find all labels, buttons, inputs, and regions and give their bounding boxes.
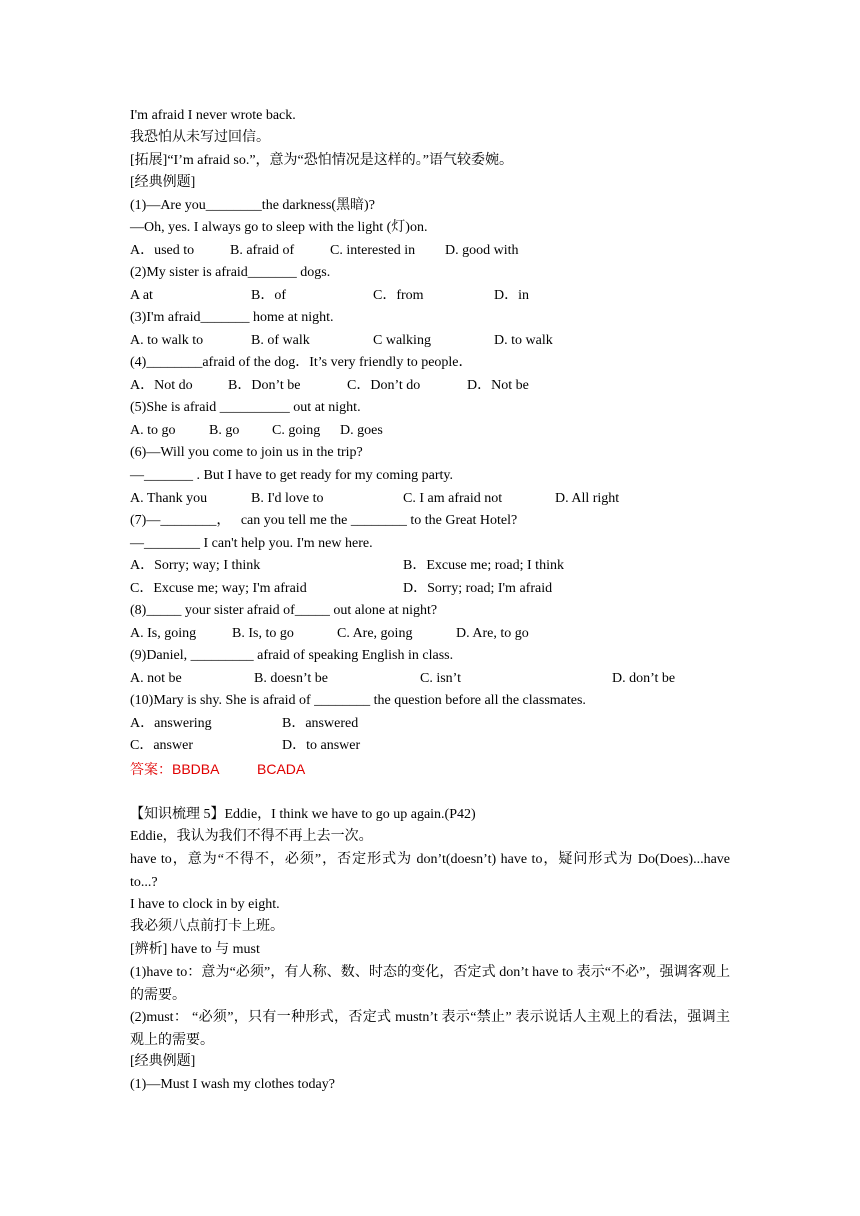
option-d: D. Are, to go — [456, 626, 529, 641]
option-a: A．Sorry; way; I think — [130, 558, 261, 573]
point-must: (2)must： “必须”，只有一种形式，否定式 mustn’t 表示“禁止” 表示说话人主观上的看法，强调主观上的需要。 — [130, 1010, 730, 1048]
option-b: B. Is, to go — [232, 626, 294, 641]
option-b: B．of — [251, 288, 286, 303]
option-b: B．Don’t be — [228, 378, 301, 393]
option-d: D. All right — [555, 491, 620, 506]
option-b: B. I'd love to — [251, 491, 324, 506]
option-a: A．answering — [130, 716, 212, 731]
option-a: A. not be — [130, 671, 182, 686]
example-translation: 我必须八点前打卡上班。 — [130, 919, 284, 934]
option-b: B. doesn’t be — [254, 671, 329, 686]
option-d: D. good with — [445, 243, 519, 258]
section-heading: 【知识梳理 5】Eddie，I think we have to go up again.(P42) — [130, 807, 476, 822]
question-stem: (5)She is afraid __________ out at night. — [130, 400, 361, 415]
question-stem: (7)—________， can you tell me the ________ to the Great Hotel? — [130, 513, 518, 528]
option-a: A．used to — [130, 243, 195, 258]
option-a: A at — [130, 288, 153, 303]
option-d: D. don’t be — [612, 671, 676, 686]
option-b: B. of walk — [251, 333, 310, 348]
option-c: C. I am afraid not — [403, 491, 503, 506]
option-b: B. afraid of — [230, 243, 295, 258]
option-a: A. Is, going — [130, 626, 197, 641]
question-stem: (8)_____ your sister afraid of_____ out alone at night? — [130, 603, 438, 618]
question-stem: (3)I'm afraid_______ home at night. — [130, 310, 334, 325]
question-reply: —Oh, yes. I always go to sleep with the light (灯)on. — [130, 220, 428, 235]
option-a: A. to go — [130, 423, 176, 438]
have-to-explanation: have to，意为“不得不，必须”，否定形式为 don’t(doesn’t) have to，疑问形式为 Do(Does)...have to...? — [130, 852, 730, 890]
answer-key-part2: BCADA — [257, 761, 306, 777]
extension-note: [拓展]“I’m afraid so.”，意为“恐怕情况是这样的。”语气较委婉。 — [130, 153, 513, 168]
option-c: C. going — [272, 423, 321, 438]
option-a: A．Not do — [130, 378, 193, 393]
option-d: D. to walk — [494, 333, 553, 348]
question-reply: —________ I can't help you. I'm new here. — [130, 536, 373, 551]
question-reply: —_______ . But I have to get ready for my coming party. — [130, 468, 453, 483]
option-c: C. Are, going — [337, 626, 413, 641]
question-stem: (4)________afraid of the dog．It’s very friendly to people． — [130, 355, 473, 370]
option-b: B．Excuse me; road; I think — [403, 558, 564, 573]
option-a: A. to walk to — [130, 333, 204, 348]
answer-key: 答案：BBDBA — [130, 761, 220, 777]
question-stem: (9)Daniel, _________ afraid of speaking English in class. — [130, 648, 454, 663]
question-stem: (2)My sister is afraid_______ dogs. — [130, 265, 331, 280]
question-stem: (6)—Will you come to join us in the trip? — [130, 445, 363, 460]
option-b: B．answered — [282, 716, 359, 731]
option-c: C．Don’t do — [347, 378, 421, 393]
examples-header: [经典例题] — [130, 1054, 196, 1069]
option-b: B. go — [209, 423, 240, 438]
distinguish-header: [辨析] have to 与 must — [130, 942, 260, 957]
option-c: C．Excuse me; way; I'm afraid — [130, 581, 307, 596]
option-c: C．answer — [130, 738, 193, 753]
option-d: D．in — [494, 288, 529, 303]
option-d: D．Sorry; road; I'm afraid — [403, 581, 553, 596]
question-stem: (10)Mary is shy. She is afraid of ________ the question before all the classmates. — [130, 693, 586, 708]
option-c: C. interested in — [330, 243, 416, 258]
option-d: D. goes — [340, 423, 383, 438]
question-stem: (1)—Must I wash my clothes today? — [130, 1077, 335, 1092]
option-d: D．Not be — [467, 378, 529, 393]
option-c: C. isn’t — [420, 671, 461, 686]
example-translation: 我恐怕从未写过回信。 — [130, 130, 270, 145]
option-a: A. Thank you — [130, 491, 208, 506]
example-sentence: I have to clock in by eight. — [130, 897, 280, 912]
examples-header: [经典例题] — [130, 175, 196, 190]
point-have-to: (1)have to：意为“必须”，有人称、数、时态的变化，否定式 don’t have to 表示“不必”，强调客观上的需要。 — [130, 965, 730, 1003]
example-sentence: I'm afraid I never wrote back. — [130, 108, 296, 123]
heading-translation: Eddie，我认为我们不得不再上去一次。 — [130, 829, 373, 844]
option-d: D．to answer — [282, 738, 361, 753]
question-stem: (1)—Are you________the darkness(黑暗)? — [130, 198, 375, 213]
option-c: C．from — [373, 288, 424, 303]
option-c: C walking — [373, 333, 431, 348]
